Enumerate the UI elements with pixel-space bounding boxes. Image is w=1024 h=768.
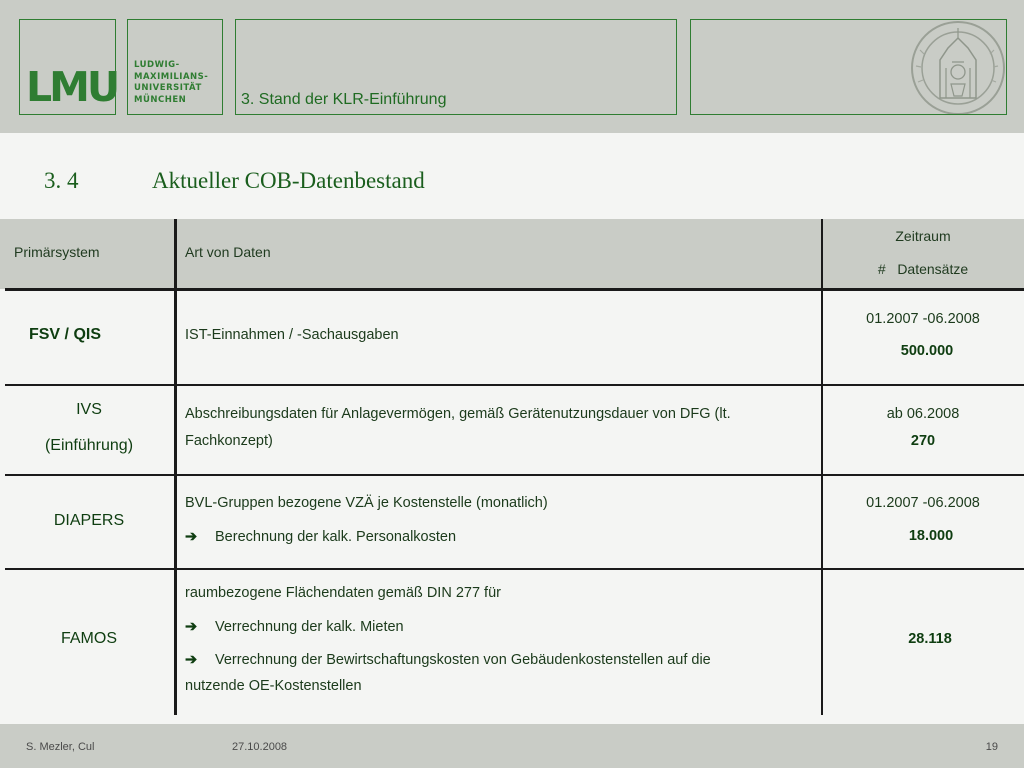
university-name-box [127,19,223,115]
header-data-type: Art von Daten [185,244,271,260]
row-data-famos-line1: raumbezogene Flächendaten gemäß DIN 277 für [185,585,501,601]
arrow-right-icon: ➔ [185,652,198,668]
row-system-fsv-qis: FSV / QIS [28,326,101,343]
row-data-diapers-line2 [185,529,456,545]
header-period: Zeitraum [895,228,951,244]
footer [0,724,1024,768]
row-system-diapers: DIAPERS [53,512,125,529]
university-name [134,60,208,106]
row-data-famos-line3 [185,652,711,668]
row-count-diapers: 18.000 [908,528,954,544]
page-number: 19 [985,741,998,753]
row-data-ivs-line1: Abschreibungsdaten für Anlagevermögen, gemäß Gerätenutzungsdauer von DFG (lt. [185,406,731,422]
row-data-diapers-line1: BVL-Gruppen bezogene VZÄ je Kostenstelle (monatlich) [185,495,548,511]
university-name-line: MÜNCHEN [134,94,187,105]
section-title-box [235,19,677,115]
footer-author: S. Mezler, Cul [26,741,95,753]
section-title: 3. Stand der KLR-Einführung [241,91,447,108]
data-table [0,219,1024,715]
header-record-count: # Datensätze [877,261,969,277]
row-data-ivs-line2: Fachkonzept) [185,433,273,449]
footer-date: 27.10.2008 [232,741,288,753]
university-seal-icon [906,20,1006,115]
row-data-fsv-qis: IST-Einnahmen / -Sachausgaben [185,327,399,343]
university-name-line: MAXIMILIANS- [134,71,209,82]
row-data-famos-line2 [185,619,404,635]
arrow-right-icon: ➔ [185,619,198,635]
arrow-right-icon: ➔ [185,529,198,545]
row-period-fsv-qis: 01.2007 -06.2008 [866,311,980,327]
lmu-logo: LMU [26,63,118,111]
page-title-text: Aktueller COB-Datenbestand [152,168,425,193]
bullet-text: Verrechnung der kalk. Mieten [215,619,404,635]
bullet-text: Berechnung der kalk. Personalkosten [215,529,457,545]
bullet-text: Verrechnung der Bewirtschaftungskosten von Gebäudenkostenstellen auf die [215,652,711,668]
table-divider [5,568,1024,570]
header-band [0,0,1024,133]
university-name-line: UNIVERSITÄT [134,83,202,93]
row-data-famos-line4: nutzende OE-Kostenstellen [185,678,362,694]
seal-box [690,19,1007,115]
header-system: Primärsystem [14,244,100,260]
row-count-ivs: 270 [910,433,936,449]
row-system-ivs: IVS [76,401,102,418]
row-count-famos: 28.118 [908,631,952,647]
row-count-fsv-qis: 500.000 [900,343,954,359]
university-name-line: LUDWIG- [134,60,180,70]
table-column-divider [821,219,823,715]
table-column-divider [174,219,177,715]
row-period-diapers: 01.2007 -06.2008 [866,495,980,511]
table-divider [5,384,1024,386]
logo-box [19,19,116,115]
row-period-ivs: ab 06.2008 [886,406,960,422]
page-title-number: 3. 4 [44,168,79,193]
table-divider [5,474,1024,476]
table-divider [5,288,1024,291]
row-system-ivs-note: (Einführung) [44,437,134,454]
row-system-famos: FAMOS [60,630,117,647]
